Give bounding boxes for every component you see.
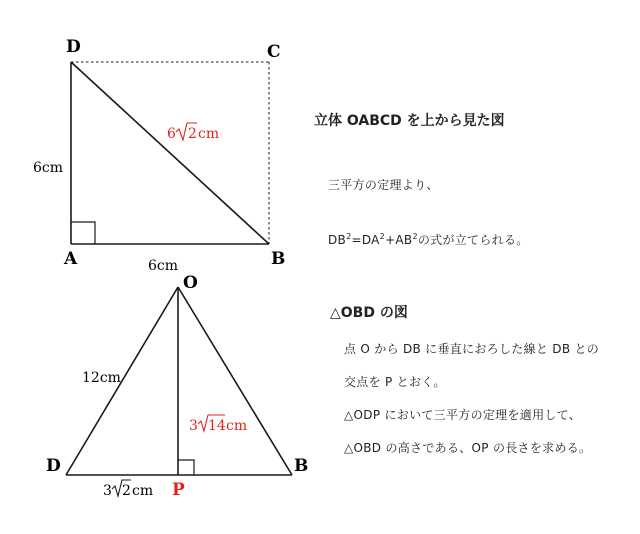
length-op-unit: cm [226, 418, 248, 434]
text-para-3: △ODP において三平方の定理を適用して、 [344, 408, 582, 422]
length-dp-coef: 3 [103, 483, 112, 499]
length-op-rad: 14 [208, 418, 226, 434]
length-da: 6cm [33, 160, 64, 176]
point-b-top: B [271, 249, 286, 269]
point-o: O [183, 273, 198, 293]
point-c: C [267, 42, 281, 62]
length-db-coef: 6 [167, 126, 176, 142]
right-angle-mark-p [178, 460, 194, 475]
text-equation [328, 231, 529, 248]
length-op [189, 415, 247, 434]
length-ab: 6cm [148, 258, 179, 274]
eq-rest: の式が立てられる。 [417, 233, 529, 247]
length-dp-unit: cm [132, 483, 154, 499]
length-db [167, 123, 219, 142]
eq-sup-3: 2 [412, 232, 418, 241]
point-d-bottom: D [46, 456, 61, 476]
text-pythagoras-intro: 三平方の定理より、 [328, 178, 439, 192]
text-para-1: 点 O から DB に垂直におろした線と DB との [344, 342, 600, 356]
eq-sup-2: 2 [379, 232, 386, 241]
eq-da: =DA [351, 233, 380, 247]
length-dp [103, 480, 153, 499]
eq-sup-1: 2 [346, 232, 352, 241]
text-para-2: 交点を P とおく。 [344, 375, 446, 389]
length-op-coef: 3 [189, 418, 198, 434]
point-b-bottom: B [294, 456, 309, 476]
length-db-unit: cm [198, 126, 220, 142]
point-d-top: D [66, 37, 81, 57]
heading-triangle-obd: △OBD の図 [330, 305, 408, 321]
right-angle-mark-a [71, 222, 95, 244]
point-p: P [172, 480, 185, 500]
eq-ab: +AB [385, 233, 413, 247]
heading-top-view: 立体 OABCD を上から見た図 [314, 113, 505, 129]
edge-ob [178, 287, 292, 475]
text-para-4: △OBD の高さである、OP の長さを求める。 [344, 441, 592, 455]
eq-db: DB [328, 233, 347, 247]
top-view-square [71, 62, 269, 244]
length-od: 12cm [82, 370, 121, 386]
point-a: A [64, 249, 78, 269]
length-db-rad: 2 [188, 126, 197, 142]
length-dp-rad: 2 [122, 483, 131, 499]
diagonal-db [71, 62, 269, 244]
